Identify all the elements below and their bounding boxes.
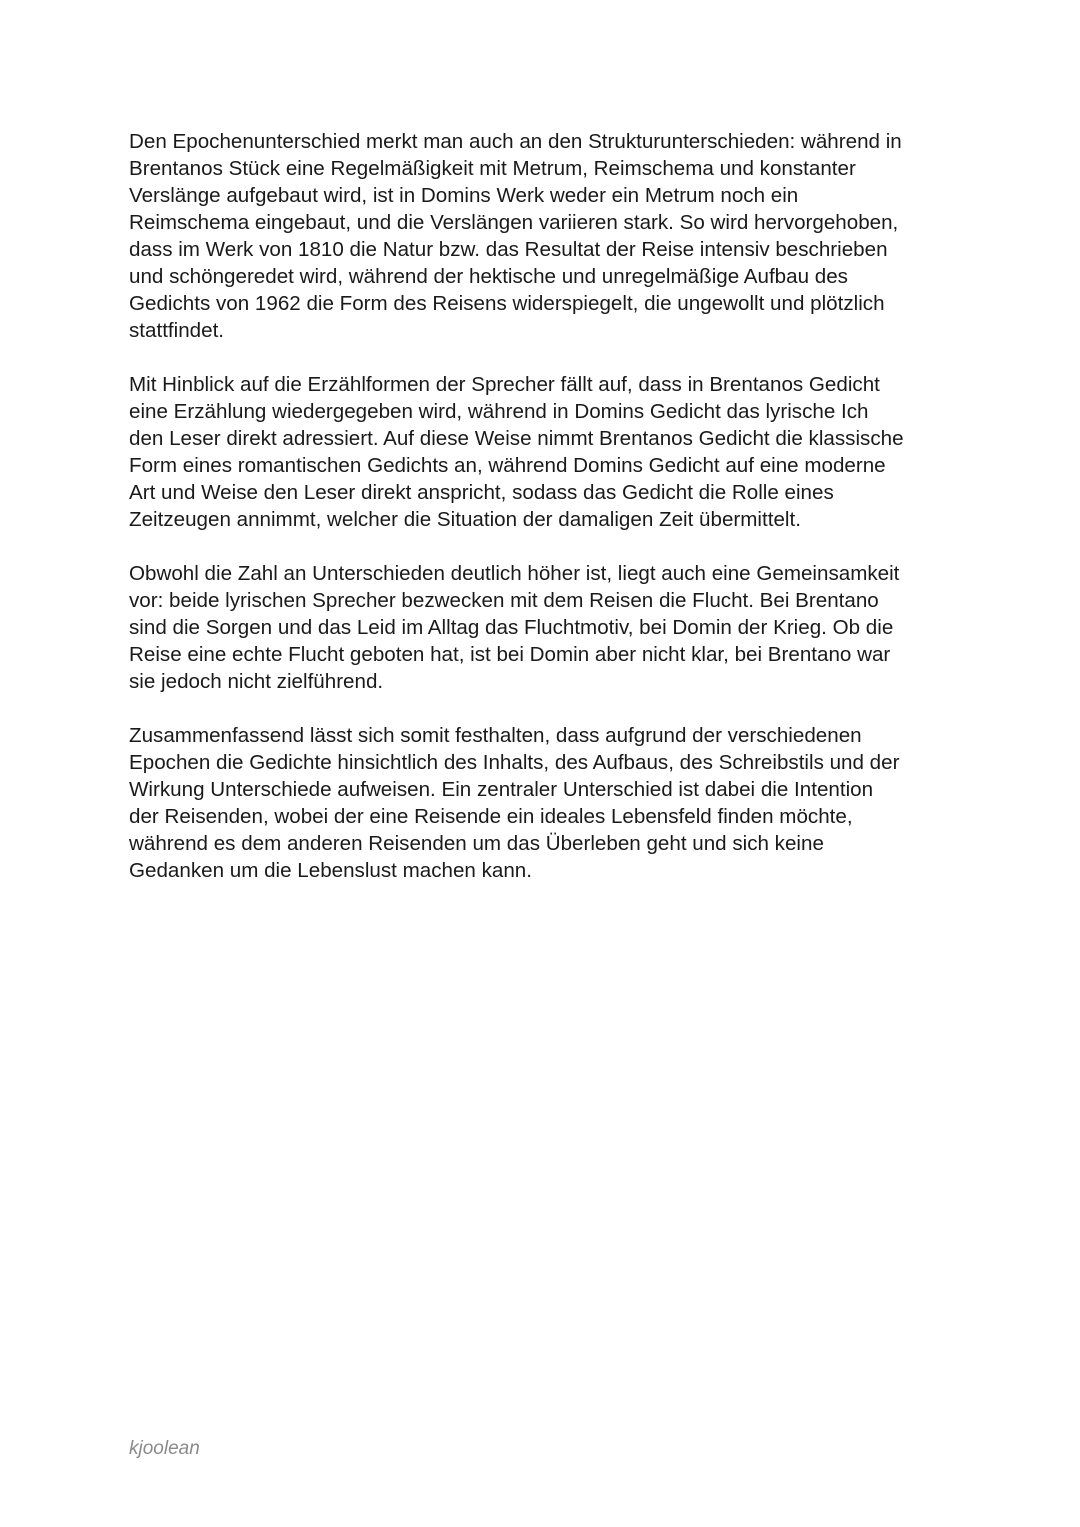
paragraph-narrative-forms: Mit Hinblick auf die Erzählformen der Sprecher fällt auf, dass in Brentanos Gedicht eine Erzählung wiedergegeben wird, während in Domins Gedicht das lyrische Ich den Leser direkt adressiert. Auf diese Weise nimmt Brentanos Gedicht die klassische Form eines romantischen Gedichts an, während Domins Gedicht auf eine moderne Art und Weise den Leser direkt anspricht, sodass das Gedicht die Rolle eines Zeitzeugen annimmt, welcher die Situation der damaligen Zeit übermittelt.: [129, 373, 904, 531]
document-body: [129, 128, 959, 911]
author-watermark: kjoolean: [129, 1438, 200, 1459]
paragraph-conclusion: Zusammenfassend lässt sich somit festhalten, dass aufgrund der verschiedenen Epochen die Gedichte hinsichtlich des Inhalts, des Aufbaus, des Schreibstils und der Wirkung Unterschiede aufweisen. Ein zentraler Unterschied ist dabei die Intention der Reisenden, wobei der eine Reisende ein ideales Lebensfeld finden möchte, während es dem anderen Reisenden um das Überleben geht und sich keine Gedanken um die Lebenslust machen kann.: [129, 724, 900, 882]
paragraph-commonality: Obwohl die Zahl an Unterschieden deutlich höher ist, liegt auch eine Gemeinsamkeit vor: beide lyrischen Sprecher bezwecken mit dem Reisen die Flucht. Bei Brentano sind die Sorgen und das Leid im Alltag das Fluchtmotiv, bei Domin der Krieg. Ob die Reise eine echte Flucht geboten hat, ist bei Domin aber nicht klar, bei Brentano war sie jedoch nicht zielführend.: [129, 562, 900, 693]
paragraph-structure-differences: Den Epochenunterschied merkt man auch an den Strukturunterschieden: während in Brentanos Stück eine Regelmäßigkeit mit Metrum, Reimschema und konstanter Verslänge aufgebaut wird, ist in Domins Werk weder ein Metrum noch ein Reimschema eingebaut, und die Verslängen variieren stark. So wird hervorgehoben, dass im Werk von 1810 die Natur bzw. das Resultat der Reise intensiv beschrieben und schöngeredet wird, während der hektische und unregelmäßige Aufbau des Gedichts von 1962 die Form des Reisens widerspiegelt, die ungewollt und plötzlich stattfindet.: [129, 130, 902, 342]
